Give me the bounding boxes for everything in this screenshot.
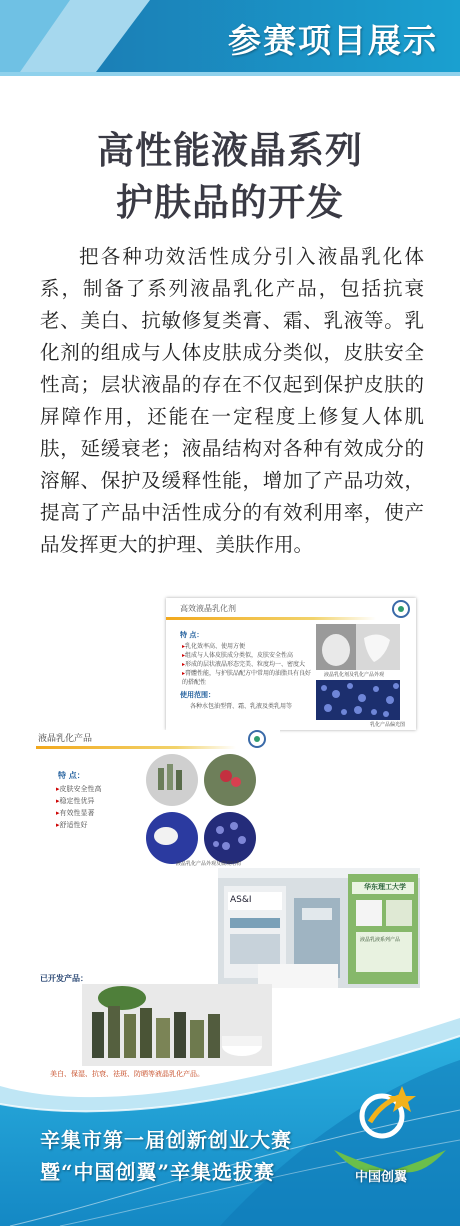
- feature-item: ▸ 舒适性好: [56, 820, 88, 830]
- booth-sign-left: AS&I: [230, 895, 252, 905]
- feature-item: ▸ 膏體性能，与护肤品配方中常用的油脂具有良好的搭配性: [182, 669, 312, 678]
- products-caption: 美白、保湿、抗衰、祛斑、防晒等液晶乳化产品。: [50, 1070, 204, 1078]
- feature-item: ▸ 乳化效率高、使用方便: [182, 642, 312, 651]
- project-title-line1: 高性能液晶系列: [97, 128, 363, 172]
- brand-name: 中国创翼: [355, 1170, 408, 1185]
- product-photos-collage: [144, 752, 264, 870]
- emulsifier-product-photo: [316, 624, 400, 670]
- slide-title: 液晶乳化产品: [38, 734, 93, 744]
- slide-header-bar: [36, 746, 236, 749]
- feature-item: ▸ 皮肤安全性高: [56, 784, 102, 794]
- micrograph-image: [316, 680, 400, 720]
- products-label: 已开发产品：: [40, 974, 88, 983]
- slide-title: 高效液晶乳化剂: [180, 604, 236, 613]
- features-label: 特 点：: [58, 771, 85, 780]
- booth-sign-product: 液晶乳液系列产品: [360, 937, 401, 943]
- project-title-line2: 护肤品的开发: [116, 180, 344, 224]
- photo-caption: 液晶乳化产品外观及微观结构: [176, 861, 242, 867]
- usage-text: 各种水包油型膏、霜、乳液及类乳用等: [190, 703, 293, 710]
- booth-sign-university: 华东理工大学: [364, 883, 406, 891]
- micrograph-caption: 乳化产品偏光图: [370, 722, 406, 728]
- slide-header-bar: [166, 617, 376, 620]
- feature-item: ▸ 有效性显著: [56, 808, 95, 818]
- feature-item: ▸ 稳定性优异: [56, 796, 95, 806]
- university-logo-icon: [248, 730, 266, 748]
- china-wings-logo-icon: [352, 1082, 416, 1146]
- features-label: 特 点：: [180, 631, 204, 639]
- header-title: 参赛项目展示: [228, 21, 438, 60]
- emulsifier-slide: [166, 598, 416, 730]
- slide-header: [166, 598, 416, 620]
- competition-name: 辛集市第一届创新创业大赛: [40, 1128, 292, 1152]
- feature-item: ▸ 形成的层状液晶形态完美、粒度均一、密度大: [182, 660, 312, 669]
- competition-subtitle: 暨“中国创翼”辛集选拔赛: [40, 1160, 276, 1184]
- feature-item: ▸ 组成与人体皮肤成分类似，皮肤安全性高: [182, 651, 312, 660]
- liquid-crystal-products-slide: [36, 730, 280, 878]
- university-logo-icon: [392, 600, 410, 618]
- usage-label: 使用范围：: [180, 691, 215, 699]
- project-description: 把各种功效活性成分引入液晶乳化体系，制备了系列液晶乳化产品，包括抗衰老、美白、抗敏修复类膏、霜、乳液等。乳化剂的组成与人体皮肤成分类似，皮肤安全性高；层状液晶的存在不仅起到保护皮肤的屏障作用，还能在一定程度上修复人体肌肤，延缓衰老；液晶结构对各种有效成分的溶解、保护及缓释性能，增加了产品功效，提高了产品中活性成分的有效利用率，使产品发挥更大的护理、美肤作用。: [40, 245, 424, 556]
- photo-caption: 液晶乳化剂及乳化产品外观: [324, 672, 385, 678]
